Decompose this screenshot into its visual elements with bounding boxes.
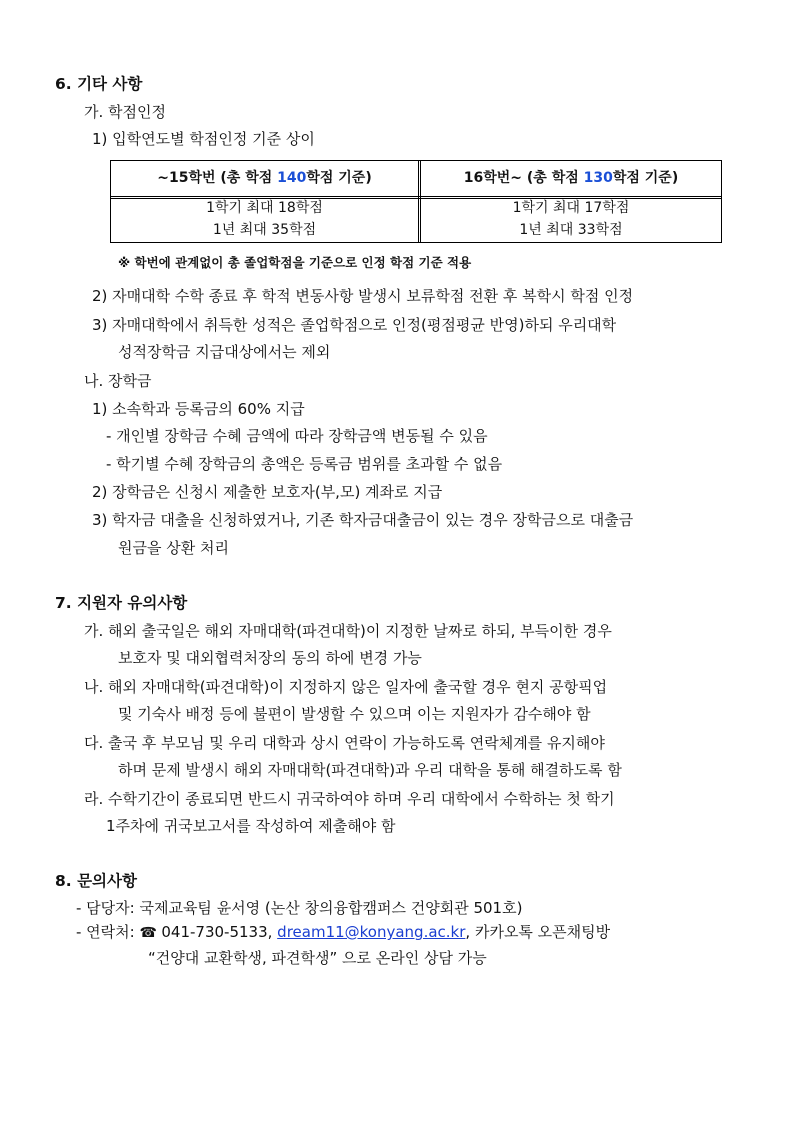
scholarship-item-2: 2) 장학금은 신청시 제출한 보호자(부,모) 계좌로 지급 — [92, 483, 443, 501]
section-8-heading: 8. 문의사항 — [55, 872, 137, 890]
col2-row: 1학기 최대 17학점 — [512, 200, 630, 216]
credit-item-3-cont: 성적장학금 지급대상에서는 제외 — [118, 343, 331, 361]
scholarship-item-3-cont: 원금을 상환 처리 — [118, 539, 229, 557]
col2-body — [421, 197, 721, 241]
kakao-text: , 카카오톡 오픈채팅방 — [465, 923, 611, 941]
online-consult: “건양대 교환학생, 파견학생” 으로 온라인 상담 가능 — [148, 949, 487, 967]
caution-ga-cont: 보호자 및 대외협력처장의 동의 하에 변경 가능 — [118, 649, 422, 667]
section-6-heading: 6. 기타 사항 — [55, 75, 143, 93]
section-7-heading: 7. 지원자 유의사항 — [55, 594, 188, 612]
col1-row: 1학기 최대 18학점 — [206, 200, 323, 216]
caution-ra: 라. 수학기간이 종료되면 반드시 귀국하여야 하며 우리 대학에서 수학하는 첫 학기 — [84, 790, 615, 808]
scholarship-sub-2: - 학기별 수혜 장학금의 총액은 등록금 범위를 초과할 수 없음 — [106, 455, 503, 473]
credit-item-2: 2) 자매대학 수학 종료 후 학적 변동사항 발생시 보류학점 전환 후 복학시 학점 인정 — [92, 287, 634, 305]
credit-table-header — [111, 161, 721, 199]
telephone-icon: ☎ — [139, 925, 162, 941]
phone-label: - 연락처: — [76, 923, 140, 941]
scholarship-sub-1: - 개인별 장학금 수혜 금액에 따라 장학금액 변동될 수 있음 — [106, 427, 488, 445]
caution-ga: 가. 해외 출국일은 해외 자매대학(파견대학)이 지정한 날짜로 하되, 부득이한 경우 — [84, 622, 612, 640]
credit-item-1: 1) 입학연도별 학점인정 기준 상이 — [92, 130, 315, 148]
caution-na: 나. 해외 자매대학(파견대학)이 지정하지 않은 일자에 출국할 경우 현지 공항픽업 — [84, 678, 608, 696]
credit-item-3: 3) 자매대학에서 취득한 성적은 졸업학점으로 인정(평점평균 반영)하되 우리대학 — [92, 316, 617, 334]
caution-na-cont: 및 기숙사 배정 등에 불편이 발생할 수 있으며 이는 지원자가 감수해야 함 — [118, 705, 591, 723]
sub-heading-credit: 가. 학점인정 — [84, 103, 166, 121]
col1-header: ~15학번 (총 학점 140학점 기준) — [157, 170, 372, 186]
col2-header: 16학번~ (총 학점 130학점 기준) — [463, 170, 679, 186]
phone-number: 041-730-5133, — [161, 923, 278, 941]
credit-table — [110, 160, 722, 243]
caution-ra-cont: 1주차에 귀국보고서를 작성하여 제출해야 함 — [106, 817, 396, 835]
col1-body — [111, 197, 418, 241]
sub-heading-scholarship: 나. 장학금 — [84, 372, 152, 390]
scholarship-item-1: 1) 소속학과 등록금의 60% 지급 — [92, 400, 305, 418]
credit-note: ※ 학번에 관계없이 총 졸업학점을 기준으로 인정 학점 기준 적용 — [118, 255, 472, 270]
caution-da-cont: 하며 문제 발생시 해외 자매대학(파견대학)과 우리 대학을 통해 해결하도록 함 — [118, 761, 622, 779]
email-link[interactable]: dream11@konyang.ac.kr — [277, 923, 466, 941]
caution-da: 다. 출국 후 부모님 및 우리 대학과 상시 연락이 가능하도록 연락체계를 유지해야 — [84, 734, 605, 752]
contact-person: - 담당자: 국제교육팀 윤서영 (논산 창의융합캠퍼스 건양회관 501호) — [76, 899, 523, 917]
scholarship-item-3: 3) 학자금 대출을 신청하였거나, 기존 학자금대출금이 있는 경우 장학금으로 대출금 — [92, 511, 634, 529]
col2-row: 1년 최대 33학점 — [519, 222, 623, 238]
col1-row: 1년 최대 35학점 — [212, 222, 317, 238]
contact-phone-line — [76, 922, 610, 943]
